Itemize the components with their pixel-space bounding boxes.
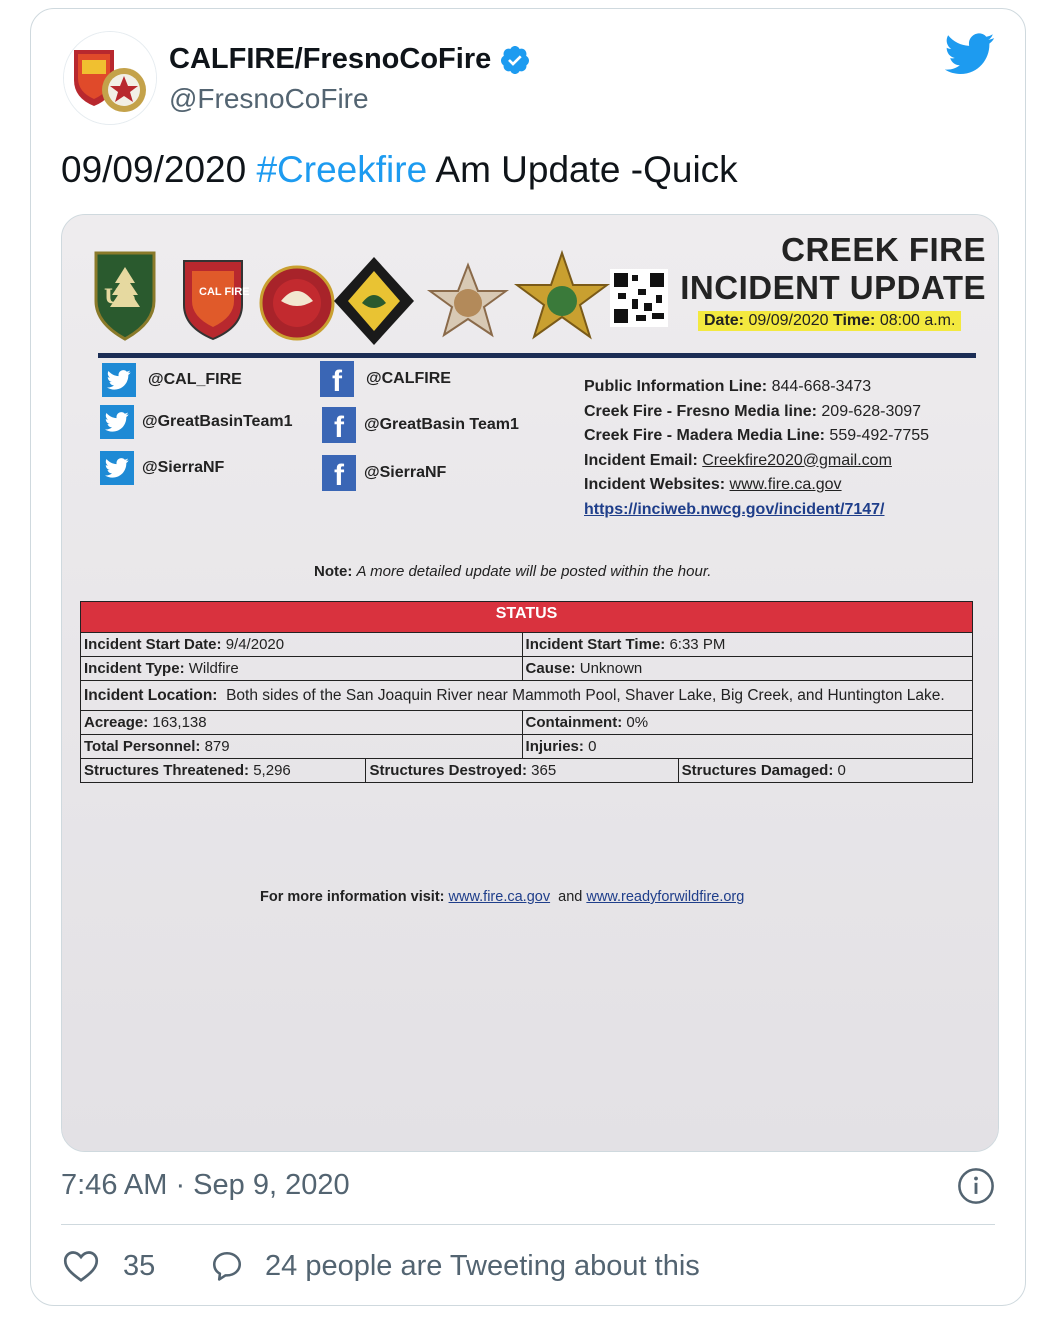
incident-email-line: Incident Email: Creekfire2020@gmail.com xyxy=(584,451,892,469)
tweet-text-date: 09/09/2020 xyxy=(61,149,247,190)
madera-media-line: Creek Fire - Madera Media Line: 559-492-7755 xyxy=(584,427,930,444)
incident-type-cell: Incident Type: Wildfire xyxy=(81,657,523,681)
tweet-text-rest: Am Update -Quick xyxy=(435,149,738,190)
svg-text:CAL FIRE: CAL FIRE xyxy=(199,286,250,298)
incident-start-time-cell: Incident Start Time: 6:33 PM xyxy=(522,633,972,657)
facebook-handle-sierra-nf: f @SierraNF xyxy=(322,455,446,491)
incident-websites-line: Incident Websites: www.fire.ca.gov xyxy=(584,476,842,493)
author-name-row[interactable] xyxy=(169,43,531,76)
status-header: STATUS xyxy=(81,602,973,633)
display-name[interactable]: CALFIRE/FresnoCoFire xyxy=(169,43,492,75)
twitter-bird-icon[interactable] xyxy=(945,33,995,75)
cal-fire-logo-icon xyxy=(184,261,250,339)
tweet-card xyxy=(30,8,1026,1306)
tweet-text xyxy=(61,149,738,191)
twitter-handle-sierra-nf: @SierraNF xyxy=(100,451,224,485)
structures-destroyed-cell: Structures Destroyed: 365 xyxy=(366,759,678,783)
more-info-line: For more information visit: www.fire.ca.gov and www.readyforwildfire.org xyxy=(260,889,745,905)
sheriff-star-logo-icon xyxy=(430,265,506,335)
verified-badge-icon xyxy=(499,44,531,76)
document-title xyxy=(680,231,986,307)
info-icon[interactable] xyxy=(957,1167,995,1205)
inciweb-link: https://inciweb.nwcg.gov/incident/7147/ xyxy=(584,500,885,518)
author-handle[interactable]: @FresnoCoFire xyxy=(169,83,369,114)
like-button[interactable] xyxy=(63,1249,155,1283)
agency-logos xyxy=(92,245,672,345)
fresno-media-line: Creek Fire - Fresno Media line: 209-628-3097 xyxy=(584,402,922,420)
structures-threatened-cell: Structures Threatened: 5,296 xyxy=(81,759,366,783)
injuries-cell: Injuries: 0 xyxy=(522,735,972,759)
structures-damaged-cell: Structures Damaged: 0 xyxy=(678,759,972,783)
acreage-cell: Acreage: 163,138 xyxy=(81,711,523,735)
svg-text:US: US xyxy=(104,284,136,308)
facebook-handle-calfire: f @CALFIRE xyxy=(320,361,451,397)
like-count: 35 xyxy=(123,1249,156,1282)
twitter-handle-great-basin: @GreatBasinTeam1 xyxy=(100,405,292,439)
facebook-icon: f xyxy=(320,361,354,397)
qr-code-icon xyxy=(610,269,668,327)
facebook-handle-great-basin: f @GreatBasin Team1 xyxy=(322,407,519,443)
total-personnel-cell: Total Personnel: 879 xyxy=(81,735,523,759)
divider xyxy=(61,1224,995,1225)
contact-info xyxy=(584,375,929,522)
document-date-line: Date: 09/09/2020 Time: 08:00 a.m. xyxy=(698,311,961,331)
twitter-icon xyxy=(100,451,134,485)
bureau-land-management-seal-icon xyxy=(261,267,333,339)
sierra-forest-diamond-logo-icon xyxy=(334,257,414,345)
incident-start-date-cell: Incident Start Date: 9/4/2020 xyxy=(81,633,523,657)
document-divider xyxy=(98,353,976,358)
twitter-icon xyxy=(100,405,134,439)
people-tweeting-text: 24 people are Tweeting about this xyxy=(265,1249,700,1282)
cause-cell: Cause: Unknown xyxy=(522,657,972,681)
tweet-media-image[interactable] xyxy=(61,214,999,1152)
public-info-line: Public Information Line: 844-668-3473 xyxy=(584,378,872,395)
incident-update-document xyxy=(62,215,998,1151)
status-table xyxy=(80,601,973,783)
people-tweeting-link[interactable] xyxy=(209,1249,700,1283)
reply-bubble-icon xyxy=(209,1249,245,1283)
twitter-icon xyxy=(102,363,136,397)
containment-cell: Containment: 0% xyxy=(522,711,972,735)
tweet-timestamp[interactable]: 7:46 AM · Sep 9, 2020 xyxy=(61,1169,350,1201)
hashtag-link[interactable]: #Creekfire xyxy=(256,149,428,190)
document-note: Note: A more detailed update will be posted within the hour. xyxy=(314,563,712,580)
document-title-line2: INCIDENT UPDATE xyxy=(680,269,986,306)
facebook-icon: f xyxy=(322,407,356,443)
forest-service-logo-icon xyxy=(96,253,154,339)
sheriff-badge-logo-icon xyxy=(517,253,607,337)
twitter-handle-cal-fire: @CAL_FIRE xyxy=(102,363,242,397)
avatar[interactable] xyxy=(63,31,157,125)
incident-location-cell: Incident Location: Both sides of the San Joaquin River near Mammoth Pool, Shaver Lake, Big Creek, and Huntington Lake. xyxy=(81,681,973,711)
heart-icon xyxy=(63,1249,99,1283)
document-title-line1: CREEK FIRE xyxy=(781,231,986,268)
facebook-icon: f xyxy=(322,455,356,491)
